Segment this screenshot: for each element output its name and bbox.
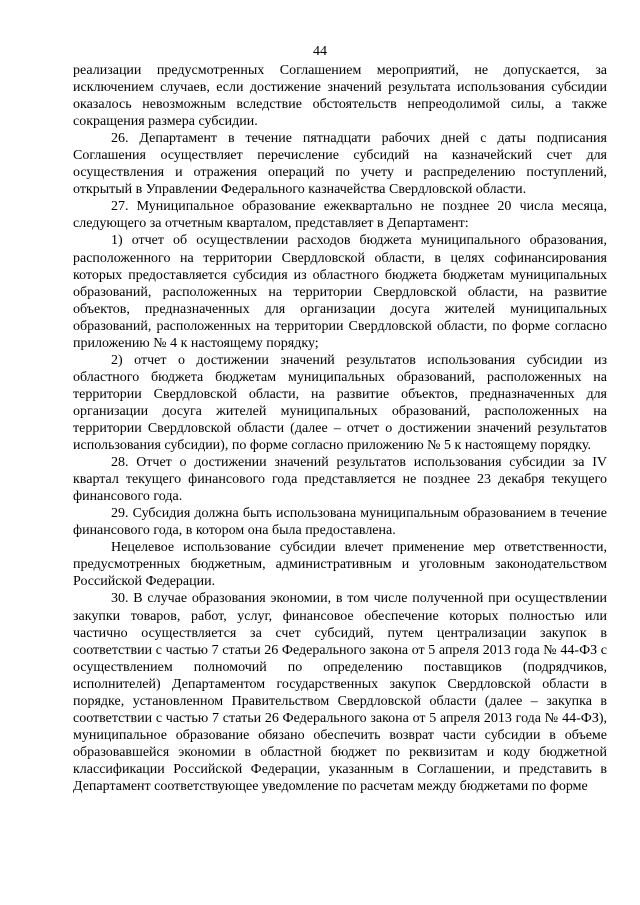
page-number: 44 [313,44,327,59]
paragraph-27-item-1: 1) отчет об осуществлении расходов бюджета муниципального образования, расположенного на территории Свердловской области, в целях софинансирования которых предоставляется субсидия из областного бюджета бюджетам муниципальных образований, расположенных на территории Свердловской области, на развитие объектов, предназначенных для организации досуга жителей муниципальных образований, расположенных на территории Свердловской области, по форме согласно приложению № 4 к настоящему порядку; [73,233,607,351]
paragraph-27-item-2: 2) отчет о достижении значений результатов использования субсидии из областного бюджета бюджетам муниципальных образований, расположенных на территории Свердловской области, на развитие объектов, предназначенных для организации досуга жителей муниципальных образований, расположенных на территории Свердловской области (далее – отчет о достижении значений результатов использования субсидии), по форме согласно приложению № 5 к настоящему порядку. [73,352,607,454]
document-body [73,62,607,795]
paragraph-continuation: реализации предусмотренных Соглашением мероприятий, не допускается, за исключением случаев, если достижение значений результата использования субсидии оказалось невозможным вследствие обстоятельств непреодолимой силы, а также сокращения размера субсидии. [73,63,607,130]
paragraph-29-misuse: Нецелевое использование субсидии влечет применение мер ответственности, предусмотренных бюджетным, административным и уголовным законодательством Российской Федерации. [73,540,607,590]
paragraph-26: 26. Департамент в течение пятнадцати рабочих дней с даты подписания Соглашения осуществляет перечисление субсидий на казначейский счет для осуществления и отражения операций по учету и распределению поступлений, открытый в Управлении Федерального казначейства Свердловской области. [73,131,607,198]
paragraph-29: 29. Субсидия должна быть использована муниципальным образованием в течение финансового года, в котором она была предоставлена. [73,506,607,539]
paragraph-28: 28. Отчет о достижении значений результатов использования субсидии за IV квартал текущего финансового года представляется не позднее 23 декабря текущего финансового года. [73,455,607,505]
paragraph-27: 27. Муниципальное образование ежеквартально не позднее 20 числа месяца, следующего за отчетным кварталом, представляет в Департамент: [73,199,607,232]
paragraph-30: 30. В случае образования экономии, в том числе полученной при осуществлении закупки товаров, работ, услуг, финансовое обеспечение которых полностью или частично осуществляется за счет субсидий, путем централизации закупок в соответствии с частью 7 статьи 26 Федерального закона от 5 апреля 2013 года № 44-ФЗ с осуществлением полномочий по определению поставщиков (подрядчиков, исполнителей) Департаментом государственных закупок Свердловской области в порядке, установленном Правительством Свердловской области (далее – закупка в соответствии с частью 7 статьи 26 Федерального закона от 5 апреля 2013 года № 44-ФЗ), муниципальное образование обязано обеспечить возврат части субсидии в объеме образовавшейся экономии в областной бюджет по реквизитам и коду бюджетной классификации Российской Федерации, указанным в Соглашении, и представить в Департамент соответствующее уведомление по расчетам между бюджетами по форме [73,591,607,794]
